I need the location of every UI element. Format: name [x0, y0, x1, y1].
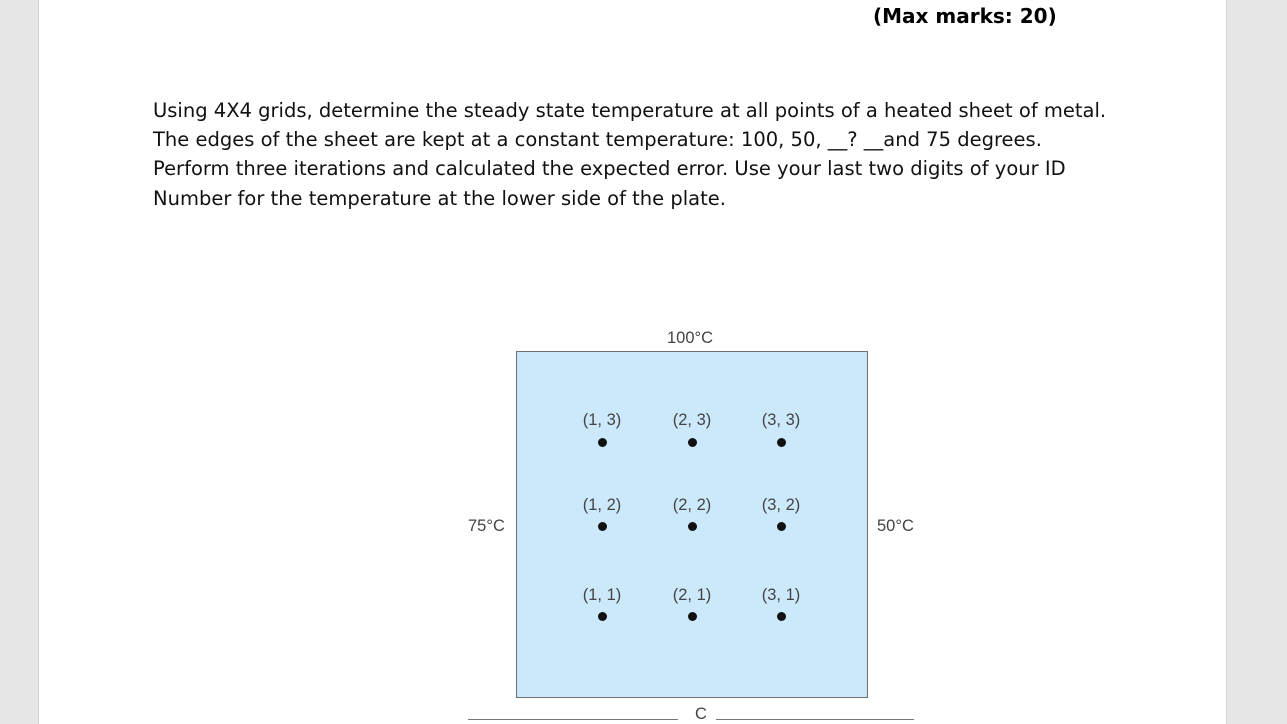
question-text [153, 96, 1153, 213]
max-marks-label: (Max marks: 20) [873, 4, 1057, 28]
node-point-2-2 [688, 522, 697, 531]
node-point-1-1 [598, 612, 607, 621]
node-point-3-3 [777, 438, 786, 447]
node-label-3-3: (3, 3) [761, 411, 801, 429]
node-point-2-1 [688, 612, 697, 621]
node-label-2-1: (2, 1) [672, 586, 712, 604]
question-line-3: Perform three iterations and calculated the expected error. Use your last two digits of your ID [153, 157, 1066, 181]
node-label-3-1: (3, 1) [761, 586, 801, 604]
node-point-1-2 [598, 522, 607, 531]
question-line-2: The edges of the sheet are kept at a constant temperature: 100, 50, __? __and 75 degrees. [153, 128, 1042, 152]
bottom-edge-temperature: C [695, 705, 707, 723]
node-label-3-2: (3, 2) [761, 496, 801, 514]
node-point-3-1 [777, 612, 786, 621]
question-line-4: Number for the temperature at the lower side of the plate. [153, 186, 726, 210]
node-label-2-2: (2, 2) [672, 496, 712, 514]
node-label-1-3: (1, 3) [582, 411, 622, 429]
top-edge-temperature: 100°C [667, 329, 714, 347]
node-point-3-2 [777, 522, 786, 531]
node-label-2-3: (2, 3) [672, 411, 712, 429]
question-line-1: Using 4X4 grids, determine the steady state temperature at all points of a heated sheet of metal. [153, 99, 1107, 122]
node-label-1-1: (1, 1) [582, 586, 622, 604]
node-point-1-3 [598, 438, 607, 447]
bottom-rule-right [716, 719, 914, 720]
node-label-1-2: (1, 2) [582, 496, 622, 514]
left-edge-temperature: 75°C [468, 517, 505, 535]
right-edge-temperature: 50°C [877, 517, 914, 535]
bottom-rule-left [468, 719, 678, 720]
node-point-2-3 [688, 438, 697, 447]
